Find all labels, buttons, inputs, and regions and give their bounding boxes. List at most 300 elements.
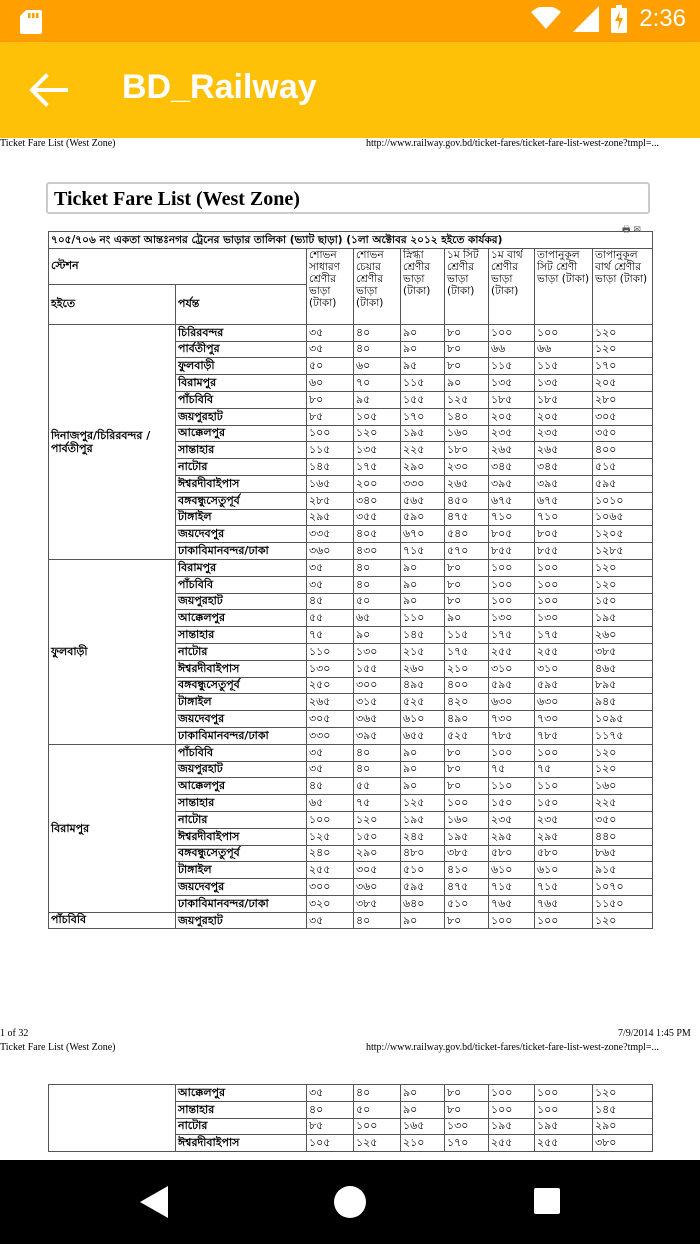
fare-cell: ১০০	[535, 1085, 593, 1102]
to-station: আক্কেলপুর	[176, 610, 307, 627]
fare-cell: ৬৭০	[401, 526, 445, 543]
fare-cell: ৮৯৫	[593, 677, 653, 694]
fare-cell: ১৭৫	[489, 627, 535, 644]
fare-cell: ৮৫	[307, 1118, 354, 1135]
to-station: নাটোর	[176, 811, 307, 828]
fare-cell: ৩৯৫	[354, 727, 401, 744]
fare-cell: ১৭০	[401, 408, 445, 425]
to-station: বিরামপুর	[176, 375, 307, 392]
fare-cell: ১৬০	[445, 811, 489, 828]
fare-cell: ১১৫০	[593, 895, 653, 912]
fare-cell: ৩৫	[307, 912, 354, 929]
fare-cell: ১০০	[489, 559, 535, 576]
fare-cell: ৩৫	[307, 576, 354, 593]
fare-cell: ১৮৫	[535, 391, 593, 408]
fare-cell: ১৪৫	[307, 459, 354, 476]
fare-cell: ৯০	[445, 610, 489, 627]
fare-cell: ২৩৫	[535, 425, 593, 442]
fare-cell: ২৬০	[593, 627, 653, 644]
fare-cell: ৫৮০	[489, 845, 535, 862]
fare-cell: ৩৫	[307, 559, 354, 576]
fare-cell: ৩০৫	[593, 408, 653, 425]
fare-cell: ৪৩০	[354, 543, 401, 560]
to-station: ঢাকাবিমানবন্দর/ঢাকা	[176, 543, 307, 560]
fare-cell: ২৪০	[307, 845, 354, 862]
fare-cell: ১০০	[535, 1101, 593, 1118]
fare-cell: ৪০	[307, 1101, 354, 1118]
fare-cell: ৩১০	[489, 660, 535, 677]
fare-cell: ৪৫০	[445, 492, 489, 509]
fare-cell: ৬৫	[354, 610, 401, 627]
fare-cell: ৬৭৫	[535, 492, 593, 509]
fare-cell: ৩৮৫	[445, 845, 489, 862]
fare-cell: ১১৫	[445, 627, 489, 644]
fare-cell: ১২০	[593, 324, 653, 341]
fare-cell: ৮০	[445, 593, 489, 610]
fare-cell: ১২০	[593, 912, 653, 929]
fare-cell: ২৯৫	[489, 828, 535, 845]
fare-cell: ৭১০	[489, 509, 535, 526]
fare-cell: ১২০	[593, 341, 653, 358]
to-station: জয়দেবপুর	[176, 526, 307, 543]
fare-cell: ৭৫	[354, 795, 401, 812]
fare-cell: ১২০	[354, 811, 401, 828]
fare-cell: ২৩৫	[489, 811, 535, 828]
nav-recents-icon[interactable]	[534, 1188, 560, 1214]
fare-cell: ১১০	[401, 610, 445, 627]
fare-cell: ৮০	[445, 1101, 489, 1118]
from-station: দিনাজপুর/চিরিরবন্দর /পার্বতীপুর	[49, 324, 176, 559]
fare-cell: ৪৯০	[445, 711, 489, 728]
fare-cell: ৭০	[354, 375, 401, 392]
table-row	[49, 1085, 653, 1102]
fare-cell: ১৯৫	[535, 1118, 593, 1135]
fare-cell: ১১০	[535, 778, 593, 795]
fare-cell: ৪৭৫	[445, 879, 489, 896]
fare-cell: ৩০০	[307, 879, 354, 896]
fare-cell: ৬৩০	[535, 694, 593, 711]
fare-cell: ৭১০	[535, 509, 593, 526]
fare-cell: ১০০	[489, 576, 535, 593]
to-station: চিরিরবন্দর	[176, 324, 307, 341]
fare-cell: ১৫৫	[354, 660, 401, 677]
fare-cell: ৮০	[445, 358, 489, 375]
page2-header-right: http://www.railway.gov.bd/ticket-fares/ticket-fare-list-west-zone?tmpl=...	[366, 1042, 660, 1053]
col-from: হইতে	[49, 284, 176, 324]
fare-cell: ১০০	[535, 744, 593, 761]
fare-cell: ৫৯৫	[535, 677, 593, 694]
fare-cell: ১০৭০	[593, 879, 653, 896]
page1-header-left: Ticket Fare List (West Zone)	[0, 138, 116, 149]
fare-cell: ৮০	[445, 341, 489, 358]
fare-cell: ৫৯০	[401, 509, 445, 526]
fare-cell: ১৮৫	[489, 391, 535, 408]
print-email-icons[interactable]: 🖶 ✉	[622, 225, 641, 235]
fare-cell: ২৩০	[445, 459, 489, 476]
fare-cell: ৪০	[354, 1085, 401, 1102]
fare-cell: ৯০	[401, 761, 445, 778]
fare-cell: ১৬৫	[307, 475, 354, 492]
fare-cell: ৩৬৫	[354, 711, 401, 728]
fare-cell: ৪২০	[445, 694, 489, 711]
fare-cell: ৩৮০	[593, 1135, 653, 1152]
fare-cell: ১০০	[489, 912, 535, 929]
to-station: আক্কেলপুর	[176, 1085, 307, 1102]
fare-header: শোভন চেয়ার শ্রেণীর ভাড়া (টাকা)	[354, 248, 401, 324]
fare-cell: ২৯০	[401, 459, 445, 476]
fare-cell: ১৭৫	[535, 627, 593, 644]
fare-cell: ১৬৫	[401, 1118, 445, 1135]
to-station: বিরামপুর	[176, 559, 307, 576]
fare-header: শোভন সাধারণ শ্রেণীর ভাড়া (টাকা)	[307, 248, 354, 324]
fare-cell: ১০০	[489, 1085, 535, 1102]
fare-cell: ১০০	[535, 593, 593, 610]
sd-card-icon	[20, 10, 42, 34]
fare-cell: ৭১৫	[401, 543, 445, 560]
fare-cell: ১০১০	[593, 492, 653, 509]
signal-icon	[573, 6, 599, 32]
fare-cell: ৪৭৫	[445, 509, 489, 526]
fare-cell: ১০০	[307, 425, 354, 442]
fare-cell: ১৭৫	[354, 459, 401, 476]
fare-table	[48, 231, 653, 929]
fare-cell: ২৬৫	[445, 475, 489, 492]
table-row	[49, 324, 653, 341]
to-station: জয়দেবপুর	[176, 711, 307, 728]
fare-cell: ২১০	[401, 1135, 445, 1152]
to-station: পার্বতীপুর	[176, 341, 307, 358]
fare-cell: ১৬০	[593, 778, 653, 795]
fare-cell: ১০৬৫	[593, 509, 653, 526]
fare-cell: ১০০	[535, 576, 593, 593]
fare-cell: ২০৫	[489, 408, 535, 425]
fare-cell: ৭১৫	[489, 879, 535, 896]
fare-cell: ৪১০	[445, 862, 489, 879]
fare-cell: ১১৫	[489, 358, 535, 375]
page1-header-right: http://www.railway.gov.bd/ticket-fares/ticket-fare-list-west-zone?tmpl=...	[366, 138, 660, 149]
fare-cell: ৪০	[354, 744, 401, 761]
to-station: পাঁচবিবি	[176, 391, 307, 408]
fare-cell: ৮৬৫	[593, 845, 653, 862]
from-station-blank	[49, 1085, 176, 1152]
fare-cell: ১৯৫	[593, 610, 653, 627]
fare-cell: ৫১৫	[593, 459, 653, 476]
fare-cell: ২৫৫	[489, 643, 535, 660]
fare-cell: ১০০	[307, 811, 354, 828]
fare-cell: ২৫৫	[535, 1135, 593, 1152]
fare-cell: ৬৬	[535, 341, 593, 358]
fare-cell: ৩৯৫	[535, 475, 593, 492]
fare-cell: ৬৭৫	[489, 492, 535, 509]
fare-cell: ৪০	[354, 912, 401, 929]
fare-cell: ১২৫	[401, 795, 445, 812]
fare-cell: ১৫০	[535, 795, 593, 812]
fare-cell: ৫৯৫	[489, 677, 535, 694]
to-station: ফুলবাড়ী	[176, 358, 307, 375]
from-station: ফুলবাড়ী	[49, 559, 176, 744]
fare-cell: ১১৫	[401, 375, 445, 392]
nav-back-icon[interactable]	[140, 1186, 168, 1218]
to-station: বঙ্গবন্ধুসেতুপূর্ব	[176, 492, 307, 509]
fare-cell: ৮০৫	[489, 526, 535, 543]
fare-cell: ৩০৫	[307, 711, 354, 728]
to-station: ঢাকাবিমানবন্দর/ঢাকা	[176, 727, 307, 744]
fare-cell: ৯০	[401, 593, 445, 610]
fare-cell: ৪৯৫	[401, 677, 445, 694]
col-to: পর্যন্ত	[176, 284, 307, 324]
fare-cell: ১৩৫	[354, 442, 401, 459]
fare-cell: ১১৫	[307, 442, 354, 459]
fare-cell: ২২৫	[593, 795, 653, 812]
status-right	[531, 5, 686, 33]
table-row	[49, 744, 653, 761]
app-title: BD_Railway	[122, 68, 317, 106]
to-station: নাটোর	[176, 643, 307, 660]
to-station: ঢাকাবিমানবন্দর/ঢাকা	[176, 895, 307, 912]
fare-cell: ২৮০	[593, 391, 653, 408]
col-station: স্টেশন	[49, 248, 307, 284]
fare-cell: ৬১০	[535, 862, 593, 879]
pdf-viewer[interactable]	[0, 138, 700, 1160]
fare-cell: ১০০	[535, 324, 593, 341]
fare-cell: ৯৫	[354, 391, 401, 408]
fare-cell: ৫৯৫	[401, 879, 445, 896]
fare-cell: ৫০	[354, 1101, 401, 1118]
fare-cell: ৩০০	[354, 677, 401, 694]
arrow-back-icon[interactable]	[28, 72, 68, 108]
fare-cell: ৫১০	[445, 895, 489, 912]
fare-cell: ১৮০	[445, 442, 489, 459]
fare-cell: ১৭০	[593, 358, 653, 375]
fare-cell: ২৩৫	[489, 425, 535, 442]
fare-cell: ৭৮৫	[489, 727, 535, 744]
nav-bar	[0, 1160, 700, 1244]
fare-cell: ৯০	[354, 627, 401, 644]
fare-cell: ৩১৫	[354, 694, 401, 711]
fare-cell: ৯০	[401, 324, 445, 341]
fare-cell: ৬০	[354, 358, 401, 375]
fare-cell: ৩৪৫	[535, 459, 593, 476]
fare-cell: ৪০	[354, 576, 401, 593]
fare-cell: ৪৮০	[401, 845, 445, 862]
to-station: সান্তাহার	[176, 442, 307, 459]
fare-cell: ১৪৫	[401, 627, 445, 644]
fare-cell: ১৩০	[489, 610, 535, 627]
fare-cell: ২৫৫	[307, 862, 354, 879]
page-title-box: Ticket Fare List (West Zone)	[46, 182, 650, 214]
fare-cell: ৩১০	[535, 660, 593, 677]
fare-cell: ৭৬৫	[489, 895, 535, 912]
fare-cell: ৮০৫	[535, 526, 593, 543]
to-station: টাঙ্গাইল	[176, 694, 307, 711]
fare-cell: ১২৫	[354, 1135, 401, 1152]
wifi-icon	[531, 7, 561, 31]
fare-cell: ৭৬৫	[535, 895, 593, 912]
battery-charging-icon	[611, 5, 627, 33]
fare-cell: ১৩৫	[489, 375, 535, 392]
fare-cell: ২২৫	[401, 442, 445, 459]
fare-cell: ১২০	[593, 761, 653, 778]
fare-cell: ২৯৫	[307, 509, 354, 526]
fare-cell: ৪০	[354, 341, 401, 358]
fare-cell: ১১৫	[535, 358, 593, 375]
fare-cell: ৩৫৫	[354, 509, 401, 526]
to-station: জয়পুরহাট	[176, 761, 307, 778]
fare-cell: ৪০৫	[354, 526, 401, 543]
fare-cell: ২১০	[445, 660, 489, 677]
fare-cell: ৬৪০	[401, 895, 445, 912]
fare-cell: ৭৫	[307, 627, 354, 644]
fare-cell: ২৯০	[593, 1118, 653, 1135]
table-title-row	[49, 232, 653, 249]
to-station: ঈশ্বরদীবাইপাস	[176, 828, 307, 845]
fare-cell: ৮৫৫	[535, 543, 593, 560]
fare-cell: ২৩৫	[535, 811, 593, 828]
fare-cell: ৩৫	[307, 744, 354, 761]
fare-cell: ৪৬৫	[593, 660, 653, 677]
fare-cell: ২৯৫	[535, 828, 593, 845]
fare-cell: ১০০	[489, 1101, 535, 1118]
to-station: আক্কেলপুর	[176, 425, 307, 442]
fare-cell: ২৪৫	[401, 828, 445, 845]
fare-cell: ৮০	[445, 744, 489, 761]
fare-cell: ১০০	[445, 795, 489, 812]
fare-cell: ৩০৫	[354, 862, 401, 879]
fare-cell: ১৭৫	[445, 643, 489, 660]
to-station: নাটোর	[176, 459, 307, 476]
to-station: টাঙ্গাইল	[176, 509, 307, 526]
fare-cell: ১৫০	[354, 828, 401, 845]
fare-cell: ৮০	[445, 761, 489, 778]
fare-cell: ১৯৫	[401, 811, 445, 828]
fare-cell: ৩৬০	[307, 543, 354, 560]
to-station: ঈশ্বরদীবাইপাস	[176, 1135, 307, 1152]
fare-cell: ১৯৫	[489, 1118, 535, 1135]
fare-cell: ৪০	[354, 559, 401, 576]
to-station: পাঁচবিবি	[176, 576, 307, 593]
fare-cell: ৮৫৫	[489, 543, 535, 560]
to-station: টাঙ্গাইল	[176, 862, 307, 879]
to-station: নাটোর	[176, 1118, 307, 1135]
fare-cell: ৮০	[445, 559, 489, 576]
fare-cell: ৯৪৫	[593, 694, 653, 711]
fare-cell: ১৭০	[445, 1135, 489, 1152]
fare-cell: ১০৫	[307, 1135, 354, 1152]
fare-cell: ৮০	[307, 391, 354, 408]
fare-cell: ৭৫	[489, 761, 535, 778]
fare-cell: ৮০	[445, 912, 489, 929]
fare-cell: ১০৫	[354, 408, 401, 425]
fare-cell: ৬০	[307, 375, 354, 392]
to-station: জয়পুরহাট	[176, 912, 307, 929]
fare-header: তাপানুকূল সিট শ্রেণী ভাড়া (টাকা)	[535, 248, 593, 324]
fare-cell: ১৩০	[307, 660, 354, 677]
fare-cell: ৯০	[401, 576, 445, 593]
status-bar	[0, 0, 700, 42]
fare-cell: ১৩৫	[535, 375, 593, 392]
fare-cell: ৪০	[354, 324, 401, 341]
fare-cell: ৫০	[354, 593, 401, 610]
fare-cell: ২৮৫	[307, 492, 354, 509]
fare-cell: ৩৫	[307, 1085, 354, 1102]
page1-footer-right: 7/9/2014 1:45 PM	[618, 1028, 691, 1039]
to-station: সান্তাহার	[176, 627, 307, 644]
fare-cell: ৭৮৫	[535, 727, 593, 744]
to-station: জয়দেবপুর	[176, 879, 307, 896]
table-title: ৭০৫/৭০৬ নং একতা আন্তঃনগর ট্রেনের ভাড়ার তালিকা (ভ্যাট ছাড়া) (১লা অক্টোবর ২০১২ হইতে কার্যকর)	[49, 232, 653, 249]
fare-cell: ৫৫	[307, 610, 354, 627]
fare-cell: ৬৫	[307, 795, 354, 812]
fare-cell: ১১৭৫	[593, 727, 653, 744]
fare-cell: ৩৮৫	[354, 895, 401, 912]
fare-cell: ২৫৫	[489, 1135, 535, 1152]
fare-cell: ৯০	[401, 912, 445, 929]
fare-cell: ১৫০	[593, 593, 653, 610]
fare-cell: ৯০	[445, 375, 489, 392]
fare-cell: ৭৫	[535, 761, 593, 778]
fare-cell: ১০০	[489, 744, 535, 761]
to-station: ঈশ্বরদীবাইপাস	[176, 660, 307, 677]
fare-cell: ৯১৫	[593, 862, 653, 879]
fare-cell: ৪০০	[445, 677, 489, 694]
fare-cell: ২০৫	[593, 375, 653, 392]
fare-cell: ৫১০	[401, 862, 445, 879]
fare-cell: ৪০০	[593, 442, 653, 459]
fare-header: ১ম বার্থ শ্রেণীর ভাড়া (টাকা)	[489, 248, 535, 324]
fare-cell: ১২০	[593, 576, 653, 593]
fare-table-page2	[48, 1084, 653, 1152]
fare-cell: ৫৭০	[445, 543, 489, 560]
fare-cell: ৩৪০	[354, 492, 401, 509]
fare-cell: ৬৫৫	[401, 727, 445, 744]
fare-cell: ২০০	[354, 475, 401, 492]
fare-cell: ৩৫০	[593, 425, 653, 442]
fare-cell: ৫৮০	[535, 845, 593, 862]
nav-home-icon[interactable]	[334, 1186, 366, 1218]
fare-cell: ৫৫	[354, 778, 401, 795]
fare-cell: ৯০	[401, 341, 445, 358]
table-row	[49, 912, 653, 929]
fare-cell: ৩৫	[307, 341, 354, 358]
to-station: বঙ্গবন্ধুসেতুপূর্ব	[176, 845, 307, 862]
fare-cell: ২০৫	[535, 408, 593, 425]
fare-cell: ৮০	[445, 576, 489, 593]
fare-header: স্নিগ্ধা শ্রেণীর ভাড়া (টাকা)	[401, 248, 445, 324]
fare-cell: ১২০	[593, 559, 653, 576]
fare-cell: ১০০	[354, 1118, 401, 1135]
fare-cell: ১১০	[489, 778, 535, 795]
fare-cell: ৮০	[445, 324, 489, 341]
fare-cell: ৩৩০	[307, 727, 354, 744]
fare-cell: ৫৪০	[445, 526, 489, 543]
fare-cell: ৪৫	[307, 778, 354, 795]
fare-cell: ৯০	[401, 1101, 445, 1118]
fare-cell: ১২৫	[445, 391, 489, 408]
fare-cell: ১৯৫	[445, 828, 489, 845]
to-station: আক্কেলপুর	[176, 778, 307, 795]
page2-header-left: Ticket Fare List (West Zone)	[0, 1042, 116, 1053]
fare-cell: ২১৫	[401, 643, 445, 660]
fare-cell: ৫২৫	[401, 694, 445, 711]
fare-cell: ৯০	[401, 1085, 445, 1102]
fare-cell: ৫৯৫	[593, 475, 653, 492]
fare-cell: ১২০৫	[593, 526, 653, 543]
fare-cell: ৬১০	[489, 862, 535, 879]
fare-cell: ১২০	[593, 744, 653, 761]
fare-cell: ১৫৫	[401, 391, 445, 408]
fare-cell: ৫০	[307, 358, 354, 375]
fare-cell: ৭৩০	[535, 711, 593, 728]
